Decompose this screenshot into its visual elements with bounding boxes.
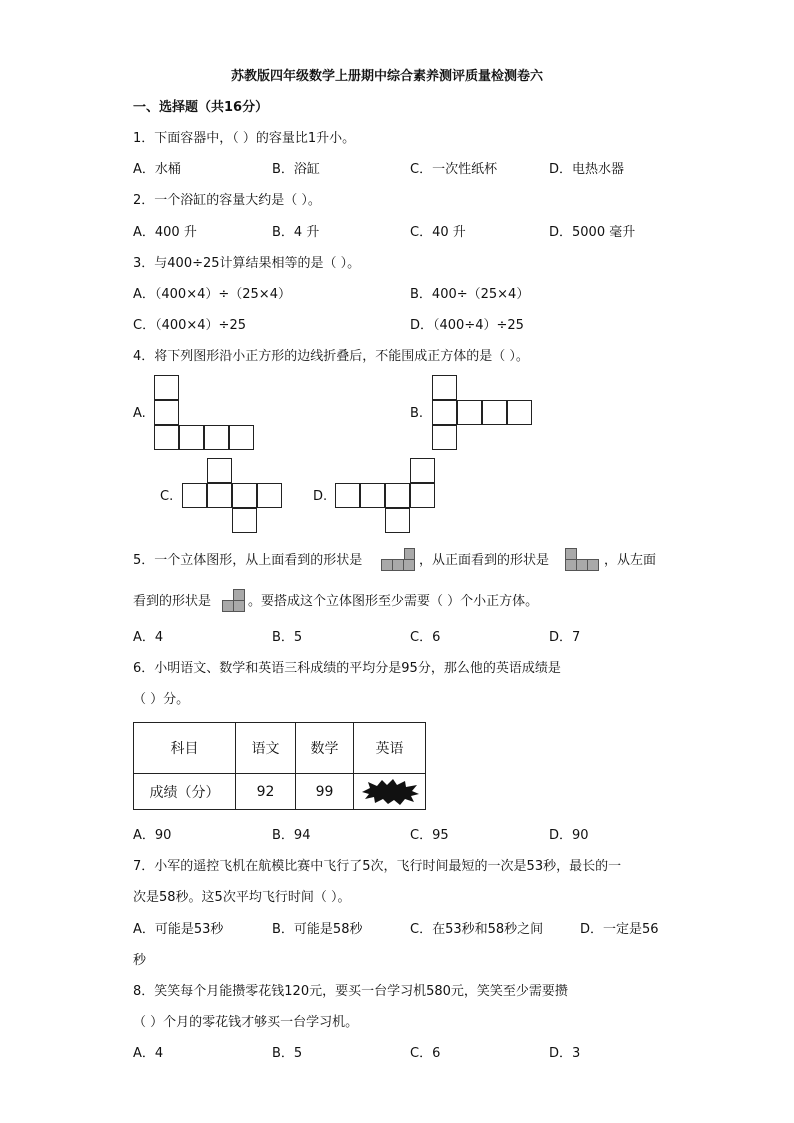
table-row (134, 723, 426, 774)
table-cell (354, 774, 426, 810)
question-2-stem: 2．一个浴缸的容量大约是（ ）。 (133, 193, 321, 208)
table-row-label: 成绩（分） (134, 774, 236, 810)
net-square (179, 425, 204, 450)
net-square (232, 483, 257, 508)
q7-option-b[interactable]: B．可能是58秒 (272, 922, 363, 937)
view-square (587, 559, 599, 571)
q4-option-b-label[interactable]: B. (410, 406, 424, 421)
net-square (432, 375, 457, 400)
net-square (432, 400, 457, 425)
q6-option-d[interactable]: D．90 (549, 828, 589, 843)
question-8-line2: （ ）个月的零花钱才够买一台学习机。 (133, 1015, 359, 1030)
q1-option-d[interactable]: D．电热水器 (549, 162, 625, 177)
q2-option-c[interactable]: C．40 升 (410, 225, 466, 240)
q3-option-c[interactable]: C．（400×4）÷25 (133, 318, 246, 333)
left-view-figure (222, 589, 245, 612)
table-row (134, 774, 426, 810)
net-square (154, 425, 179, 450)
q4-option-c-label[interactable]: C. (160, 489, 174, 504)
question-5-line2a: 看到的形状是 (133, 594, 212, 609)
front-view-figure (565, 548, 600, 571)
net-square (457, 400, 482, 425)
table-cell: 92 (236, 774, 296, 810)
table-header-cell: 英语 (354, 723, 426, 774)
net-square (207, 458, 232, 483)
q1-option-c[interactable]: C．一次性纸杯 (410, 162, 498, 177)
q2-option-a[interactable]: A．400 升 (133, 225, 197, 240)
ink-blot-icon (360, 779, 420, 805)
q6-option-b[interactable]: B．94 (272, 828, 311, 843)
q6-option-c[interactable]: C．95 (410, 828, 449, 843)
net-square (207, 483, 232, 508)
table-cell: 99 (296, 774, 354, 810)
q3-option-a[interactable]: A．（400×4）÷（25×4） (133, 287, 291, 302)
view-square (403, 559, 415, 571)
page-title: 苏教版四年级数学上册期中综合素养测评质量检测卷六 (231, 69, 544, 84)
question-6-line2: （ ）分。 (133, 692, 190, 707)
net-square (335, 483, 360, 508)
q7-option-a[interactable]: A．可能是53秒 (133, 922, 224, 937)
net-square (385, 508, 410, 533)
section-heading: 一、选择题（共16分） (133, 100, 269, 115)
q5-option-d[interactable]: D．7 (549, 630, 581, 645)
q7-option-c[interactable]: C．在53秒和58秒之间 (410, 922, 544, 937)
question-1-stem: 1．下面容器中，（ ）的容量比1升小。 (133, 131, 356, 146)
net-square (204, 425, 229, 450)
question-8-line1: 8．笑笑每个月能攒零花钱120元，要买一台学习机580元，笑笑至少需要攒 (133, 984, 568, 999)
q8-option-a[interactable]: A．4 (133, 1046, 164, 1061)
q6-option-a[interactable]: A．90 (133, 828, 172, 843)
net-square (154, 400, 179, 425)
question-5-line2b: 。要搭成这个立体图形至少需要（ ）个小正方体。 (248, 594, 539, 609)
net-square (257, 483, 282, 508)
question-5-line1a: 5．一个立体图形，从上面看到的形状是 (133, 553, 363, 568)
question-3-stem: 3．与400÷25计算结果相等的是（ ）。 (133, 256, 361, 271)
net-square (482, 400, 507, 425)
net-square (232, 508, 257, 533)
table-header-cell: 语文 (236, 723, 296, 774)
net-square (432, 425, 457, 450)
q3-option-b[interactable]: B．400÷（25×4） (410, 287, 530, 302)
net-square (229, 425, 254, 450)
q5-option-c[interactable]: C．6 (410, 630, 441, 645)
question-7-line2: 次是58秒。这5次平均飞行时间（ ）。 (133, 890, 351, 905)
question-4-stem: 4．将下列图形沿小正方形的边线折叠后，不能围成正方体的是（ ）。 (133, 349, 529, 364)
view-square (233, 600, 245, 612)
question-5-line1c: ，从左面 (604, 553, 657, 568)
table-header-cell: 数学 (296, 723, 354, 774)
q2-option-b[interactable]: B．4 升 (272, 225, 320, 240)
net-square (154, 375, 179, 400)
q4-option-d-label[interactable]: D. (313, 489, 328, 504)
net-square (507, 400, 532, 425)
score-table (133, 722, 426, 810)
net-square (410, 458, 435, 483)
q8-option-d[interactable]: D．3 (549, 1046, 581, 1061)
net-square (182, 483, 207, 508)
q7-option-d-wrap: 秒 (133, 953, 147, 968)
q5-option-b[interactable]: B．5 (272, 630, 303, 645)
table-header-cell: 科目 (134, 723, 236, 774)
question-7-line1: 7．小军的遥控飞机在航模比赛中飞行了5次，飞行时间最短的一次是53秒，最长的一 (133, 859, 622, 874)
top-view-figure (381, 548, 415, 571)
q5-option-a[interactable]: A．4 (133, 630, 164, 645)
q1-option-b[interactable]: B．浴缸 (272, 162, 320, 177)
q3-option-d[interactable]: D．（400÷4）÷25 (410, 318, 524, 333)
question-6-line1: 6．小明语文、数学和英语三科成绩的平均分是95分，那么他的英语成绩是 (133, 661, 561, 676)
net-square (360, 483, 385, 508)
q4-option-a-label[interactable]: A. (133, 406, 146, 421)
q2-option-d[interactable]: D．5000 毫升 (549, 225, 636, 240)
q1-option-a[interactable]: A．水桶 (133, 162, 181, 177)
q8-option-b[interactable]: B．5 (272, 1046, 303, 1061)
question-5-line1b: ，从正面看到的形状是 (419, 553, 550, 568)
net-square (385, 483, 410, 508)
q8-option-c[interactable]: C．6 (410, 1046, 441, 1061)
net-square (410, 483, 435, 508)
q7-option-d[interactable]: D．一定是56 (580, 922, 659, 937)
